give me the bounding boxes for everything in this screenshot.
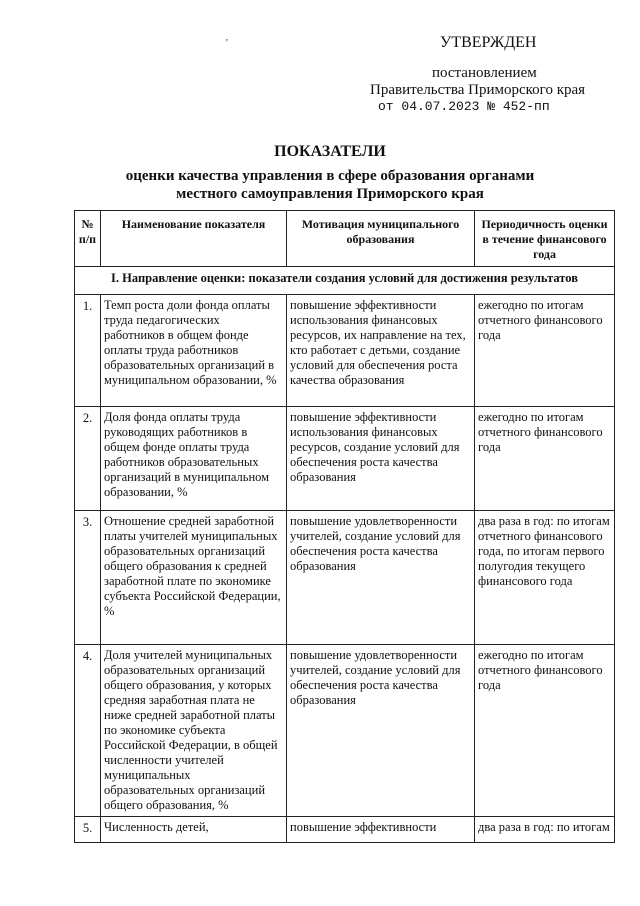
approval-government: Правительства Приморского края: [370, 82, 586, 98]
row-motivation: повышение удовлетворенности учителей, создание условий для обеспечения роста качества образования: [287, 645, 475, 817]
row-name: Отношение средней заработной платы учителей муниципальных образовательных организаций общего образования к средней заработной плате по экономике субъекта Российской Федерации, %: [101, 511, 287, 645]
row-periodicity: два раза в год: по итогам: [475, 817, 615, 843]
table-row: [75, 511, 615, 645]
row-name: Доля учителей муниципальных образовательных организаций общего образования, у которых средняя заработная плата не ниже средней заработной платы по экономике субъекта Российской Федерации, в общей численности учителей муниципальных образовательных организаций общего образования, %: [101, 645, 287, 817]
approval-date-number: от 04.07.2023 № 452-пп: [378, 99, 550, 114]
header-periodicity: Периодичность оценки в течение финансового года: [475, 211, 615, 267]
title-line-1: ПОКАЗАТЕЛИ: [274, 143, 386, 160]
section-row: [75, 267, 615, 295]
row-num: 2.: [75, 407, 101, 511]
row-periodicity: ежегодно по итогам отчетного финансового года: [475, 295, 615, 407]
row-motivation: повышение эффективности использования финансовых ресурсов, создание условий для обеспечения роста качества образования: [287, 407, 475, 511]
row-name: Численность детей,: [101, 817, 287, 843]
table-row: [75, 295, 615, 407]
row-num: 3.: [75, 511, 101, 645]
row-motivation: повышение эффективности использования финансовых ресурсов, их направление на тех, кто работает с детьми, создание условий для обеспечения роста качества образования: [287, 295, 475, 407]
row-motivation: повышение эффективности: [287, 817, 475, 843]
approval-by: постановлением: [432, 65, 537, 81]
row-periodicity: ежегодно по итогам отчетного финансового года: [475, 645, 615, 817]
scan-mark: ': [226, 38, 228, 49]
header-num: № п/п: [75, 211, 101, 267]
table-row: [75, 407, 615, 511]
header-name: Наименование показателя: [101, 211, 287, 267]
indicators-table: [74, 210, 615, 843]
row-periodicity: ежегодно по итогам отчетного финансового года: [475, 407, 615, 511]
row-num: 1.: [75, 295, 101, 407]
row-num: 4.: [75, 645, 101, 817]
row-periodicity: два раза в год: по итогам отчетного финансового года, по итогам первого полугодия текущего финансового года: [475, 511, 615, 645]
approval-heading: УТВЕРЖДЕН: [440, 34, 537, 51]
row-motivation: повышение удовлетворенности учителей, создание условий для обеспечения роста качества образования: [287, 511, 475, 645]
row-num: 5.: [75, 817, 101, 843]
header-motivation: Мотивация муниципального образования: [287, 211, 475, 267]
row-name: Темп роста доли фонда оплаты труда педагогических работников в общем фонде оплаты труда работников образовательных организаций в муниципальном образовании, %: [101, 295, 287, 407]
row-name: Доля фонда оплаты труда руководящих работников в общем фонде оплаты труда работников образовательных организаций в муниципальном образовании, %: [101, 407, 287, 511]
table-header-row: [75, 211, 615, 267]
title-line-3: местного самоуправления Приморского края: [176, 186, 484, 202]
document-title: [60, 143, 600, 203]
title-line-2: оценки качества управления в сфере образования органами: [125, 168, 535, 184]
table-row: [75, 817, 615, 843]
section-heading: I. Направление оценки: показатели создания условий для достижения результатов: [75, 267, 615, 295]
table-row: [75, 645, 615, 817]
